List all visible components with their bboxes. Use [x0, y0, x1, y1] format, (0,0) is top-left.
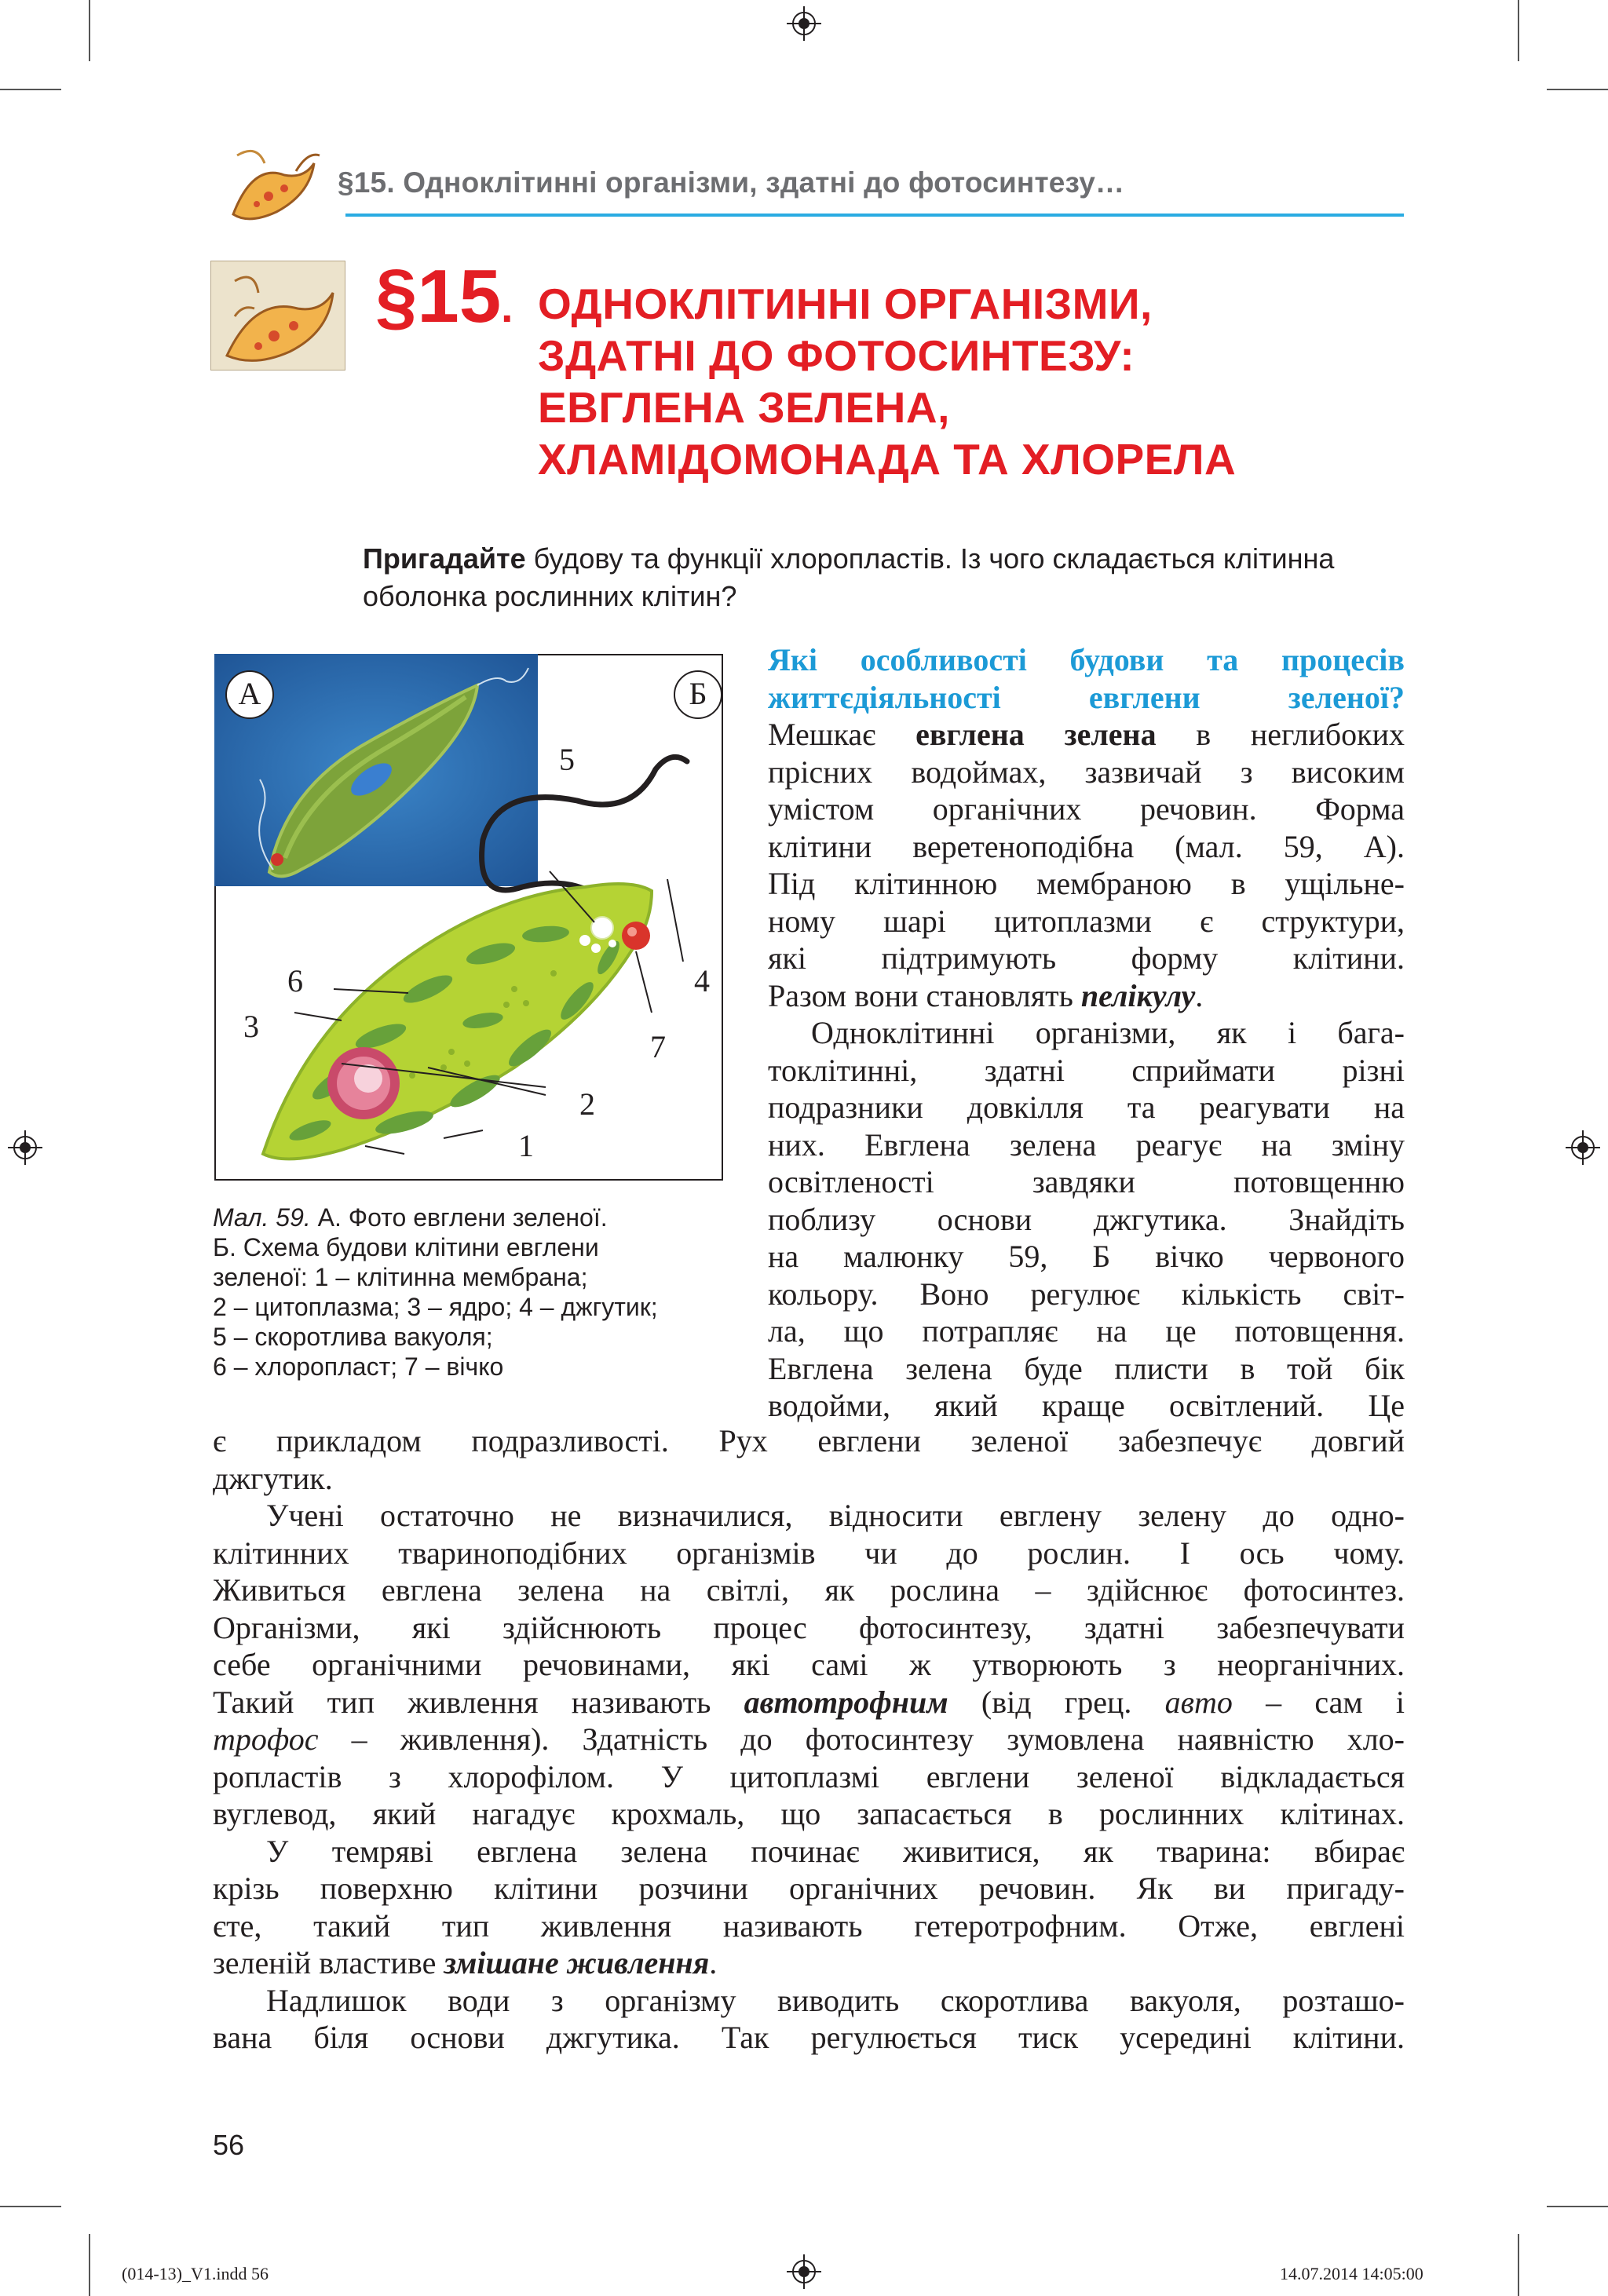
- figure-label-a: [225, 670, 274, 719]
- body-line: умістом органічних речовин. Форма: [768, 791, 1405, 827]
- caption-line: 2 – цитоплазма; 3 – ядро; 4 – джгутик;: [213, 1293, 658, 1321]
- term-pellicle: пелікулу: [1080, 977, 1196, 1013]
- figure-label-b: [674, 670, 722, 719]
- eyespot: [622, 922, 650, 950]
- body-text: – сам і: [1232, 1684, 1405, 1720]
- caption-line: зеленої: 1 – клітинна мембрана;: [213, 1263, 588, 1291]
- crop-mark: [89, 0, 90, 61]
- crop-mark: [1518, 0, 1519, 61]
- callout-5: 5: [559, 742, 575, 777]
- body-line: освітленості завдяки потовщенню: [768, 1164, 1405, 1199]
- recall-prompt: [363, 540, 1415, 615]
- question-heading: життєдіяльності евглени зеленої?: [768, 679, 1405, 715]
- body-line: ла, що потрапляє на це потовщення.: [768, 1313, 1405, 1349]
- title-thumbnail: [210, 261, 345, 370]
- body-line: джгутик.: [213, 1460, 333, 1496]
- body-line: на малюнку 59, Б вічко червоного: [768, 1239, 1405, 1274]
- body-text: – живлення). Здатність до фотосинтезу зумовлена наявністю хло-: [318, 1721, 1405, 1757]
- slug-left: (014-13)_V1.indd 56: [122, 2264, 269, 2283]
- contractile-vacuole: [591, 917, 613, 939]
- euglena-thumbnail-icon: [211, 261, 345, 370]
- crop-mark: [1518, 2234, 1519, 2296]
- body-line: кольору. Воно регулює кількість світ-: [768, 1276, 1405, 1312]
- recall-text: будову та функції хлоропластів. Із чого складається клітинна: [525, 542, 1335, 575]
- callout-2: 2: [579, 1086, 595, 1122]
- recall-bold: Пригадайте: [363, 542, 526, 575]
- body-line: У темряві евглена зелена починає живитися, як тварина: вбирає: [266, 1833, 1405, 1869]
- slug-right: 14.07.2014 14:05:00: [1280, 2264, 1423, 2283]
- caption-line: 5 – скоротлива вакуоля;: [213, 1323, 493, 1351]
- running-title: §15. Одноклітинні організми, здатні до фотосинтезу…: [338, 166, 1125, 199]
- body-line: поблизу основи джгутика. Знайдіть: [768, 1201, 1405, 1237]
- question-heading: Які особливості будови та процесів: [768, 642, 1405, 677]
- page-number: 56: [213, 2129, 245, 2161]
- body-line: Одноклітинні організми, як і бага-: [811, 1015, 1405, 1050]
- title-line: ОДНОКЛІТИННІ ОРГАНІЗМИ,: [538, 279, 1153, 328]
- body-text: Такий тип живлення називають: [213, 1684, 744, 1720]
- recall-line-1: [363, 540, 1415, 578]
- registration-mark-icon: [787, 2254, 821, 2289]
- term-autotroph: автотрофним: [744, 1684, 948, 1720]
- figure-label-a-text: А: [238, 676, 261, 711]
- header-rule: [345, 214, 1404, 217]
- caption-line: Б. Схема будови клітини евглени: [213, 1233, 599, 1261]
- callout-6: 6: [287, 963, 303, 998]
- crop-mark: [1547, 89, 1608, 90]
- callout-1: 1: [518, 1128, 534, 1163]
- body-line: подразники довкілля та реагувати на: [768, 1090, 1405, 1125]
- registration-mark-icon: [787, 6, 821, 41]
- callout-7: 7: [650, 1029, 666, 1064]
- section-number-text: §15: [375, 254, 502, 338]
- caption-line: [213, 1203, 731, 1232]
- figure-label-b-text: Б: [689, 676, 707, 711]
- body-line: [213, 1684, 1405, 1721]
- body-line: Організми, які здійснюють процес фотосинтезу, здатні забезпечувати: [213, 1609, 1405, 1645]
- body-line: крізь поверхню клітини розчини органічних речовин. Як ви пригаду-: [213, 1871, 1405, 1906]
- caption-lead: Мал. 59.: [213, 1203, 311, 1232]
- body-line: Під клітинною мембраною в ущільне-: [768, 866, 1405, 901]
- body-line: [213, 1944, 1405, 1982]
- body-line: ному шарі цитоплазми є структури,: [768, 903, 1405, 939]
- section-number: [375, 254, 513, 345]
- body-text: в неглибоких: [1156, 717, 1405, 752]
- body-line: є прикладом подразливості. Рух евглени зеленої забезпечує довгий: [213, 1423, 1405, 1458]
- body-line: Евглена зелена буде плисти в той бік: [768, 1350, 1405, 1386]
- crop-mark: [0, 2206, 61, 2207]
- crop-mark: [0, 89, 61, 90]
- body-line: вуглевод, який нагадує крохмаль, що запасається в рослинних клітинах.: [213, 1796, 1405, 1831]
- body-line: водойми, який краще освітлений. Це: [768, 1388, 1405, 1423]
- full-width-text: [213, 1422, 1405, 2057]
- registration-mark-icon: [1566, 1130, 1600, 1165]
- term-mixed-nutrition: змішане живлення: [444, 1945, 710, 1980]
- registration-mark-icon: [8, 1130, 42, 1165]
- body-text: .: [1195, 977, 1204, 1013]
- euglena-header-icon: [221, 140, 323, 230]
- body-line: ропластів з хлорофілом. У цитоплазмі евглени зеленої відкладається: [213, 1758, 1405, 1794]
- body-text: зеленій властиве: [213, 1945, 444, 1980]
- body-text: Мешкає: [768, 717, 916, 752]
- figure-caption: [213, 1203, 731, 1382]
- crop-mark: [89, 2234, 90, 2296]
- body-line: [213, 1721, 1405, 1758]
- body-line: [768, 977, 1405, 1015]
- body-line: Живиться евглена зелена на світлі, як рослина – здійснює фотосинтез.: [213, 1572, 1405, 1608]
- caption-text: А. Фото евглени зеленої.: [310, 1203, 608, 1232]
- title-line: ЕВГЛЕНА ЗЕЛЕНА,: [538, 383, 950, 432]
- body-line: Надлишок води з організму виводить скоротлива вакуоля, розташо-: [266, 1982, 1405, 2018]
- body-line: себе органічними речовинами, які самі ж утворюють з неорганічних.: [213, 1647, 1405, 1682]
- recall-line-2: оболонка рослинних клітин?: [363, 580, 737, 612]
- body-text: (від грец.: [948, 1684, 1165, 1720]
- body-text: Разом вони становлять: [768, 977, 1081, 1013]
- body-text: .: [709, 1945, 718, 1980]
- body-line: токлітинні, здатні сприймати різні: [768, 1052, 1405, 1088]
- body-line: які підтримують форму клітини.: [768, 940, 1405, 976]
- body-line: прісних водоймах, зазвичай з високим: [768, 754, 1405, 790]
- right-column: [768, 641, 1405, 1425]
- term-avto: авто: [1164, 1684, 1233, 1720]
- term-euglena: евглена зелена: [915, 717, 1157, 752]
- body-line: Учені остаточно не визначилися, відносити евглену зелену до одно-: [266, 1498, 1405, 1533]
- body-line: клітини веретеноподібна (мал. 59, А).: [768, 828, 1405, 864]
- crop-mark: [1547, 2206, 1608, 2207]
- title-line: ЗДАТНІ ДО ФОТОСИНТЕЗУ:: [538, 331, 1135, 380]
- body-line: [768, 716, 1405, 754]
- title-lines: [538, 278, 1480, 485]
- caption-line: 6 – хлоропласт; 7 – вічко: [213, 1352, 504, 1381]
- callout-4: 4: [694, 963, 710, 998]
- body-line: них. Евглена зелена реагує на зміну: [768, 1126, 1405, 1163]
- callout-3: 3: [243, 1009, 259, 1044]
- body-line: єте, такий тип живлення називають гетеротрофним. Отже, евглені: [213, 1907, 1405, 1944]
- section-number-dot: .: [501, 283, 513, 331]
- term-trofos: трофос: [213, 1721, 319, 1757]
- title-line: ХЛАМІДОМОНАДА ТА ХЛОРЕЛА: [538, 435, 1237, 484]
- body-line: вана біля основи джгутика. Так регулюється тиск усередині клітини.: [213, 2020, 1405, 2055]
- body-line: клітинних твариноподібних організмів чи до рослин. І ось чому.: [213, 1535, 1405, 1571]
